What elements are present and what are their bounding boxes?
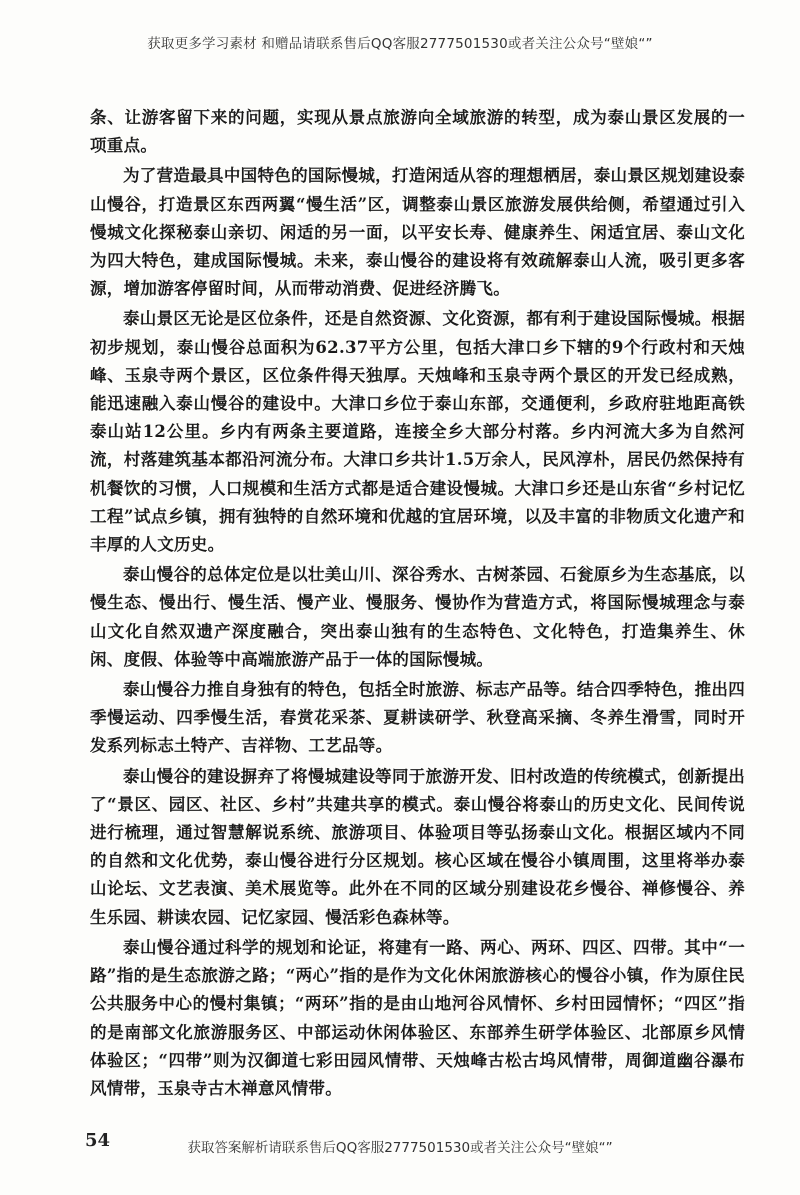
paragraph-2: 为了营造最具中国特色的国际慢城，打造闲适从容的理想栖居，泰山景区规划建设泰山慢谷，打造景区东西两翼“慢生活”区，调整泰山景区旅游发展供给侧，希望通过引入慢城文化探秘泰山亲切、闲适的另一面，以平安长寿、健康养生、闲适宜居、泰山文化为四大特色，建成国际慢城。未来，泰山慢谷的建设将有效疏解泰山人流，吸引更多客源，增加游客停留时间，从而带动消费、促进经济腾飞。 — [90, 166, 745, 299]
paragraph-5: 泰山慢谷力推自身独有的特色，包括全时旅游、标志产品等。结合四季特色，推出四季慢运动、四季慢生活，春赏花采茶、夏耕读研学、秋登高采摘、冬养生滑雪，同时开发系列标志土特产、吉祥物、工艺品等。 — [90, 680, 745, 756]
paragraph-3: 泰山景区无论是区位条件，还是自然资源、文化资源，都有利于建设国际慢城。根据初步规划，泰山慢谷总面积为62.37平方公里，包括大津口乡下辖的9个行政村和天烛峰、玉泉寺两个景区，区位条件得天独厚。天烛峰和玉泉寺两个景区的开发已经成熟，能迅速融入泰山慢谷的建设中。大津口乡位于泰山东部，交通便利，乡政府驻地距高铁泰山站12公里。乡内有两条主要道路，连接全乡大部分村落。乡内河流大多为自然河流，村落建筑基本都沿河流分布。大津口乡共计1.5万余人，民风淳朴，居民仍然保持有机餐饮的习惯，人口规模和生活方式都是适合建设慢城。大津口乡还是山东省“乡村记忆工程”试点乡镇，拥有独特的自然环境和优越的宜居环境，以及丰富的非物质文化遗产和丰厚的人文历史。 — [90, 309, 745, 555]
body-text — [90, 104, 745, 1105]
header-promo-note: 获取更多学习素材 和赠品请联系售后QQ客服2777501530或者关注公众号“壁娘“” — [147, 36, 653, 52]
page-number: 54 — [85, 1130, 111, 1151]
paragraph-4: 泰山慢谷的总体定位是以壮美山川、深谷秀水、古树茶园、石瓮原乡为生态基底，以慢生态、慢出行、慢生活、慢产业、慢服务、慢协作为营造方式，将国际慢城理念与泰山文化自然双遗产深度融合，突出泰山独有的生态特色、文化特色，打造集养生、休闲、度假、体验等中高端旅游产品于一体的国际慢城。 — [90, 565, 745, 669]
paragraph-1: 条、让游客留下来的问题，实现从景点旅游向全域旅游的转型，成为泰山景区发展的一项重点。 — [90, 108, 745, 156]
paragraph-6: 泰山慢谷的建设摒弃了将慢城建设等同于旅游开发、旧村改造的传统模式，创新提出了“景区、园区、社区、乡村”共建共享的模式。泰山慢谷将泰山的历史文化、民间传说进行梳理，通过智慧解说系统、旅游项目、体验项目等弘扬泰山文化。根据区域内不同的自然和文化优势，泰山慢谷进行分区规划。核心区域在慢谷小镇周围，这里将举办泰山论坛、文艺表演、美术展览等。此外在不同的区域分别建设花乡慢谷、禅修慢谷、养生乐园、耕读农园、记忆家园、慢活彩色森林等。 — [90, 766, 745, 927]
footer-promo-note: 获取答案解析请联系售后QQ客服2777501530或者关注公众号“壁娘“” — [187, 1140, 613, 1156]
paragraph-7: 泰山慢谷通过科学的规划和论证，将建有一路、两心、两环、四区、四带。其中“一路”指的是生态旅游之路；“两心”指的是作为文化休闲旅游核心的慢谷小镇，作为原住民公共服务中心的慢村集镇；“两环”指的是由山地河谷风情怀、乡村田园情怀；“四区”指的是南部文化旅游服务区、中部运动休闲体验区、东部养生研学体验区、北部原乡风情体验区；“四带”则为汉御道七彩田园风情带、天烛峰古松古坞风情带，周御道幽谷瀑布风情带，玉泉寺古木禅意风情带。 — [90, 937, 745, 1098]
page-footer — [0, 1126, 800, 1156]
